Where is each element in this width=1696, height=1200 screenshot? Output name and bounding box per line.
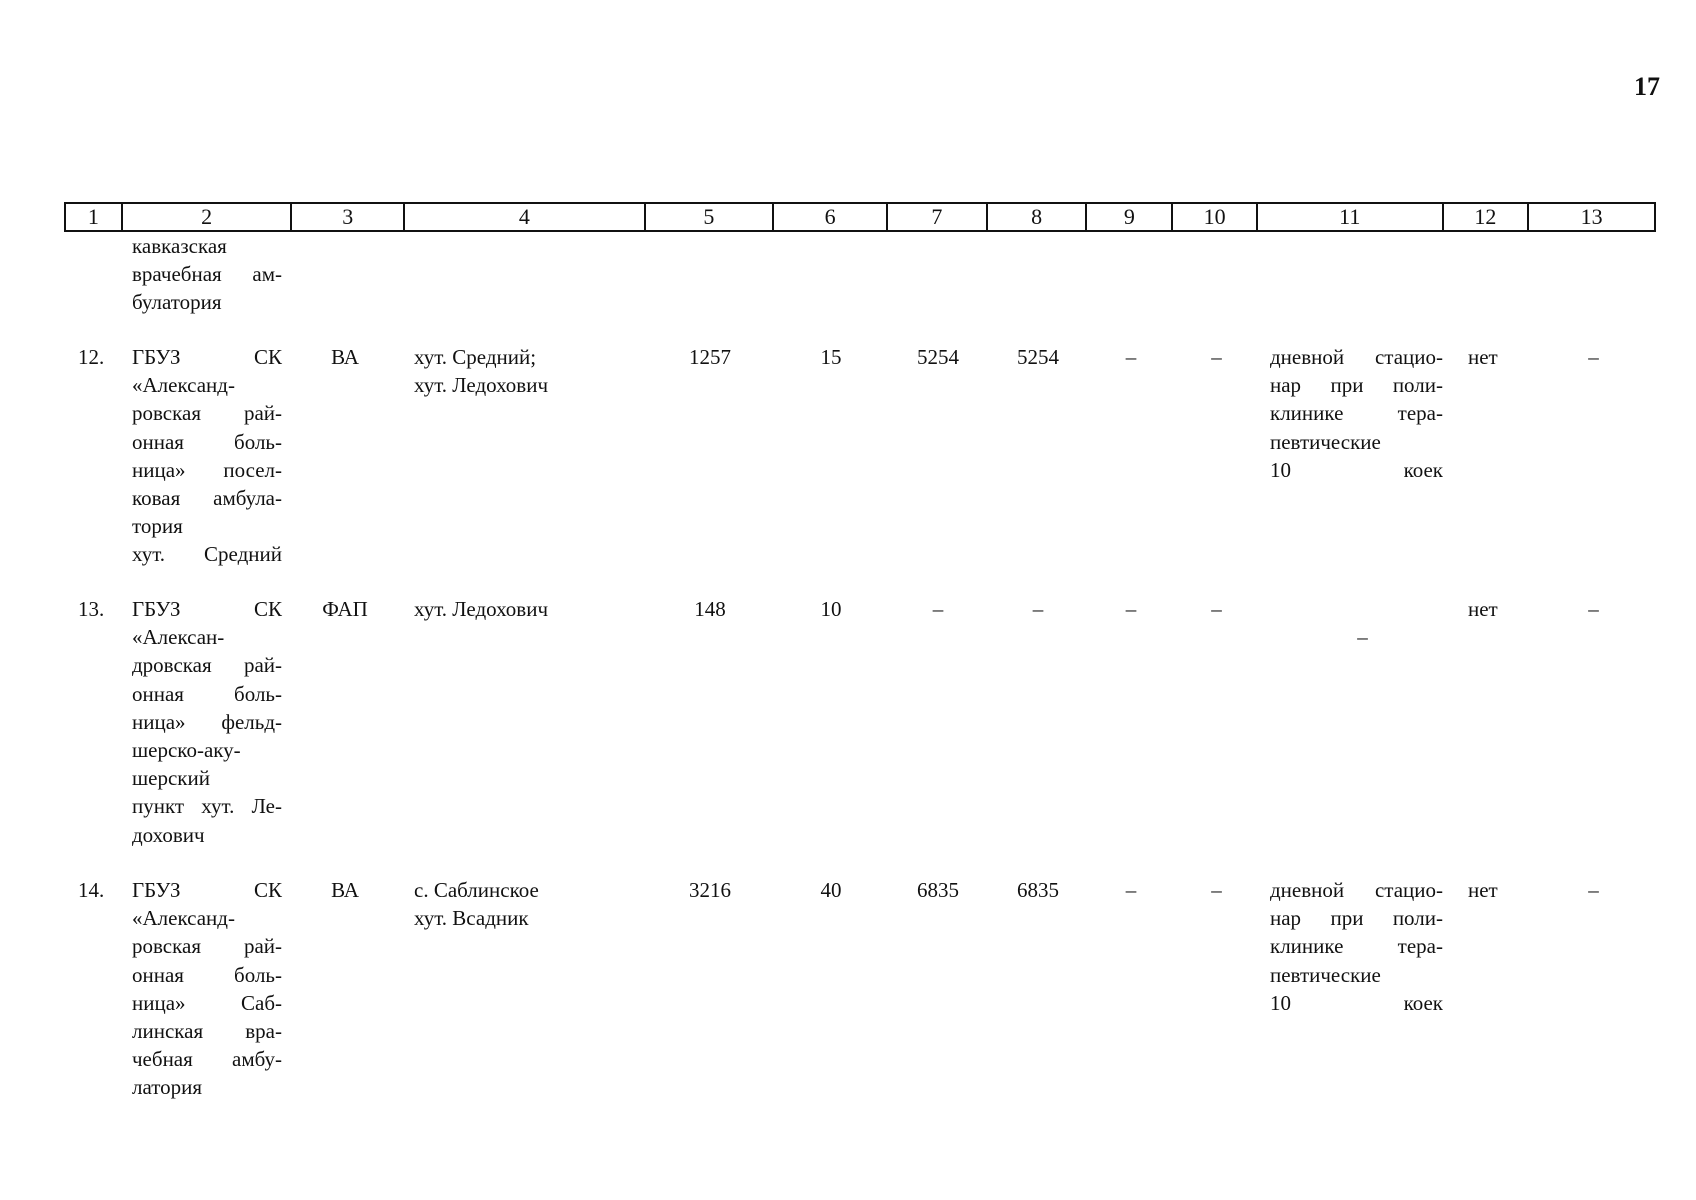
col13-value: –: [1588, 345, 1599, 369]
col11-line: певтические: [1270, 962, 1381, 987]
locality-cell: с. Саблинское хут. Всадник: [414, 878, 539, 931]
org-line: ГБУЗ СК: [132, 345, 282, 369]
header-col-13: 13: [1580, 204, 1603, 229]
row-number: 14.: [78, 878, 105, 902]
col8-value: 5254: [1017, 345, 1059, 369]
col11-cell: [1270, 876, 1443, 1017]
org-line: тория: [132, 514, 183, 539]
org-line: булатория: [132, 290, 222, 315]
col5-value: 1257: [689, 345, 731, 369]
org-line: «Александ-: [132, 373, 235, 398]
org-line: чебная амбу-: [132, 1047, 282, 1072]
org-line: онная боль-: [132, 681, 282, 706]
col10-value: –: [1211, 878, 1222, 902]
org-line: онная боль-: [132, 429, 282, 454]
org-line: онная боль-: [132, 962, 282, 987]
page-number: 17: [1634, 72, 1660, 101]
organization-cell: [132, 595, 282, 849]
facility-type: ВА: [331, 878, 359, 902]
col12-value: нет: [1468, 345, 1498, 369]
org-line: «Александ-: [132, 906, 235, 931]
col13-value: –: [1588, 878, 1599, 902]
org-line: шерско-аку-: [132, 738, 241, 763]
row-number: 12.: [78, 345, 105, 369]
col5-value: 148: [694, 597, 726, 621]
header-col-2: 2: [123, 204, 293, 230]
col11-line: клинике тера-: [1270, 934, 1443, 959]
col5-value: 3216: [689, 878, 731, 902]
col11-cell: [1259, 595, 1445, 680]
org-line: ровская рай-: [132, 934, 282, 959]
col7-value: –: [932, 597, 944, 621]
org-line: ница» посел-: [132, 457, 282, 482]
col7-value: 6835: [917, 878, 959, 902]
org-line: хут. Средний: [132, 542, 282, 567]
col6-value: 15: [820, 345, 842, 369]
header-col-3: 3: [292, 204, 405, 230]
locality-cell: хут. Средний; хут. Ледохович: [414, 345, 549, 398]
locality-cell: хут. Ледохович: [414, 597, 549, 621]
header-col-11: 11: [1258, 204, 1444, 230]
row-number: 13.: [78, 597, 105, 621]
org-line: кавказская: [132, 234, 227, 258]
col9-value: –: [1125, 345, 1137, 369]
org-line: врачебная ам-: [132, 262, 282, 287]
col10-value: –: [1211, 345, 1222, 369]
col8-value: 6835: [1017, 878, 1059, 902]
table-header-row: [64, 202, 1656, 232]
col10-value: –: [1211, 597, 1222, 621]
org-line: ровская рай-: [132, 401, 282, 426]
col11-line: 10 коек: [1270, 457, 1443, 482]
continuation-org-cell: [132, 232, 282, 317]
org-line: линская вра-: [132, 1019, 282, 1044]
col11-line: 10 коек: [1270, 990, 1443, 1015]
col11-line: –: [1357, 625, 1368, 650]
col11-line: нар при поли-: [1270, 373, 1443, 398]
org-line: ГБУЗ СК: [132, 597, 282, 621]
facility-type: ФАП: [322, 597, 368, 621]
header-col-6: 6: [774, 204, 888, 230]
org-line: ковая амбула-: [132, 486, 282, 511]
col11-line: дневной стацио-: [1270, 345, 1443, 369]
col7-value: 5254: [917, 345, 959, 369]
col8-value: –: [1032, 597, 1044, 621]
col6-value: 40: [820, 878, 842, 902]
col11-cell: [1270, 343, 1443, 484]
col11-line: нар при поли-: [1270, 906, 1443, 931]
col11-line: дневной стацио-: [1270, 878, 1443, 902]
org-line: пункт хут. Ле-: [132, 794, 282, 819]
header-col-9: 9: [1087, 204, 1173, 230]
org-line: «Алексан-: [132, 625, 225, 650]
header-col-10: 10: [1173, 204, 1258, 230]
org-line: дохович: [132, 822, 205, 847]
org-line: ница» фельд-: [132, 709, 282, 734]
facility-type: ВА: [331, 345, 359, 369]
organization-cell: [132, 876, 282, 1102]
col9-value: –: [1125, 597, 1137, 621]
header-col-4: 4: [405, 204, 645, 230]
header-col-12: 12: [1444, 204, 1530, 230]
col11-line: клинике тера-: [1270, 401, 1443, 426]
col12-value: нет: [1468, 878, 1498, 902]
header-col-1: 1: [66, 204, 123, 230]
col12-value: нет: [1468, 597, 1498, 621]
org-line: латория: [132, 1075, 203, 1100]
col9-value: –: [1125, 878, 1137, 902]
header-col-8: 8: [988, 204, 1088, 230]
col6-value: 10: [820, 597, 842, 621]
org-line: ница» Саб-: [132, 990, 282, 1015]
header-col-5: 5: [646, 204, 775, 230]
header-col-7: 7: [888, 204, 988, 230]
org-line: шерский: [132, 766, 210, 791]
org-line: ГБУЗ СК: [132, 878, 282, 902]
col13-value: –: [1588, 597, 1599, 621]
organization-cell: [132, 343, 282, 569]
col11-line: певтические: [1270, 429, 1381, 454]
org-line: дровская рай-: [132, 653, 282, 678]
